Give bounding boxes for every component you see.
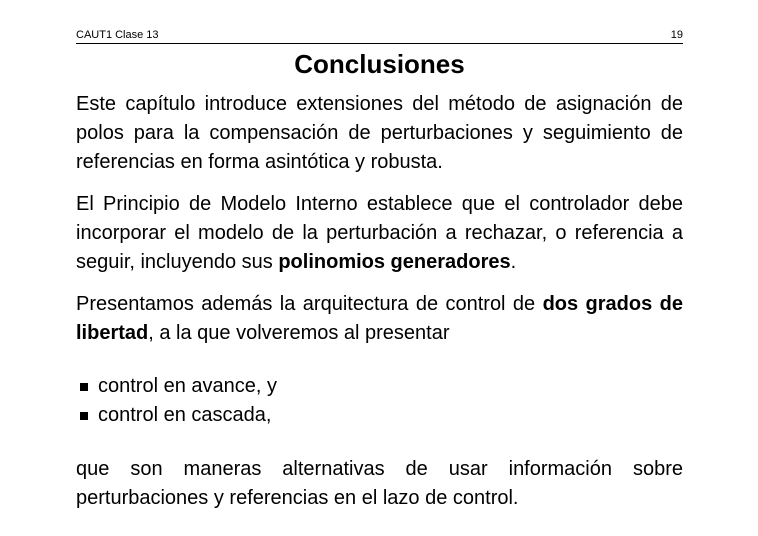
list-item (76, 401, 683, 430)
course-label: CAUT1 Clase 13 (76, 29, 159, 41)
page-title: Conclusiones (294, 49, 465, 79)
list-item-text: control en cascada, (98, 404, 272, 426)
paragraph-internal-model-text: El Principio de Modelo Interno establece que el controlador debe incorporar el modelo de la perturbación a rechazar, o referencia a seguir, incluyendo sus (76, 193, 683, 273)
bullet-square-icon (80, 383, 88, 391)
list-item (76, 372, 683, 401)
paragraph-architecture-text: Presentamos además la arquitectura de control de (76, 293, 543, 315)
list-item-text: control en avance, y (98, 375, 277, 397)
paragraph-internal-model-end: . (510, 251, 517, 273)
bullet-square-icon (80, 412, 88, 420)
paragraph-internal-model (76, 190, 683, 277)
term-two-degrees-of-freedom: dos grados de libertad (76, 293, 683, 344)
slide-header (76, 28, 683, 44)
term-generator-polynomials: polinomios generadores (278, 251, 511, 273)
paragraph-architecture-end: , a la que volveremos al presentar (148, 322, 450, 344)
page-number: 19 (670, 29, 683, 41)
bullet-list (76, 372, 683, 430)
paragraph-closing-text: que son maneras alternativas de usar información sobre perturbaciones y referencias en el lazo de control. (76, 458, 683, 509)
paragraph-architecture (76, 290, 683, 348)
paragraph-intro (76, 90, 683, 177)
paragraph-closing (76, 455, 683, 513)
paragraph-intro-text: Este capítulo introduce extensiones del método de asignación de polos para la compensación de perturbaciones y seguimiento de referencias en forma asintótica y robusta. (76, 93, 683, 173)
